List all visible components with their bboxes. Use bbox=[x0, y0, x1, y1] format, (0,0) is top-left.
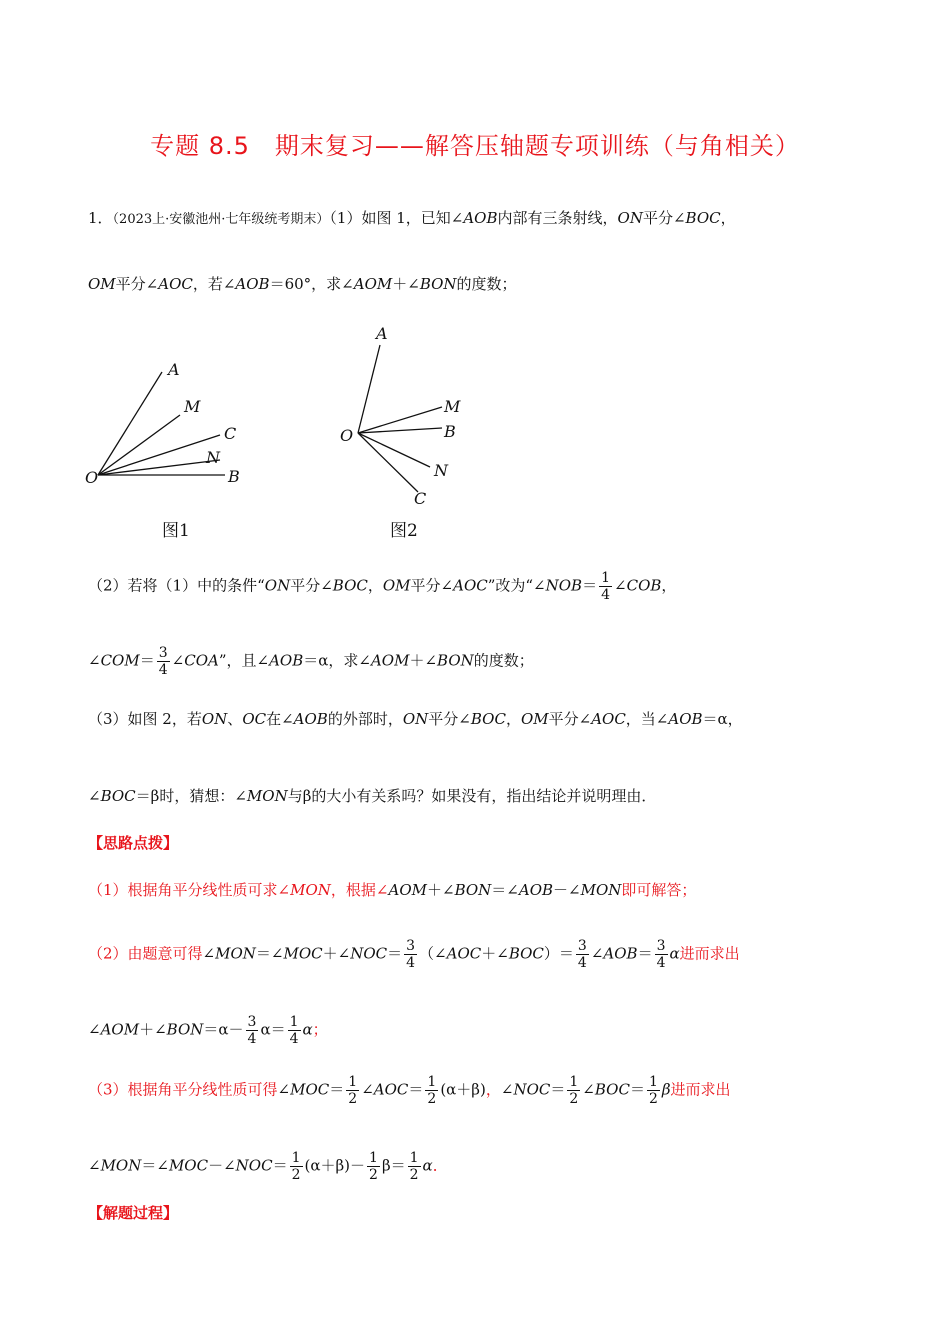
label-c: C bbox=[414, 489, 427, 508]
numerator: 3 bbox=[656, 938, 666, 954]
text: 平分∠ bbox=[428, 710, 471, 728]
numerator: 3 bbox=[158, 645, 168, 661]
ray-oa bbox=[98, 372, 162, 475]
text: ”改为“∠ bbox=[487, 576, 546, 595]
fraction bbox=[567, 1074, 580, 1107]
math: AOB bbox=[518, 881, 554, 899]
text: β＝ bbox=[381, 1156, 406, 1175]
numerator: 3 bbox=[406, 938, 416, 954]
text: ∠ bbox=[171, 651, 185, 670]
label-m: M bbox=[444, 397, 461, 416]
fraction bbox=[647, 1074, 660, 1107]
fraction bbox=[404, 938, 417, 971]
text: ∠ bbox=[590, 944, 604, 963]
math: OM bbox=[382, 576, 411, 595]
text: ＝∠ bbox=[491, 881, 519, 899]
text: ＝ bbox=[637, 944, 653, 963]
math: NOB bbox=[545, 576, 583, 595]
label-n: N bbox=[206, 448, 220, 467]
text: ， bbox=[661, 576, 677, 595]
math: NOC bbox=[513, 1080, 551, 1099]
math: α bbox=[669, 944, 680, 963]
denominator: 2 bbox=[409, 1167, 419, 1183]
math: BON bbox=[454, 881, 492, 899]
numerator: 1 bbox=[289, 1014, 299, 1030]
math: BON bbox=[437, 651, 474, 670]
math: AOB bbox=[293, 710, 328, 728]
math: MON bbox=[215, 944, 256, 963]
math: NOC bbox=[235, 1156, 273, 1175]
text: ＝α， bbox=[702, 710, 743, 728]
text: 即可解答； bbox=[621, 881, 697, 899]
math: AOC bbox=[446, 944, 482, 963]
math: COA bbox=[184, 651, 219, 670]
text: ＋∠ bbox=[481, 944, 509, 963]
text: 进而求出 bbox=[670, 1080, 731, 1099]
text: α＝ bbox=[260, 1020, 286, 1039]
math: α bbox=[302, 1020, 313, 1039]
text: （2）若将（1）中的条件“ bbox=[88, 576, 265, 595]
fraction bbox=[288, 1014, 301, 1047]
fraction bbox=[157, 645, 170, 678]
text: （3）如图 2，若 bbox=[88, 710, 202, 728]
text: 内部有三条射线， bbox=[497, 209, 618, 227]
math: ON bbox=[617, 209, 643, 227]
fraction bbox=[576, 938, 589, 971]
figure-1-caption: 图1 bbox=[162, 521, 190, 541]
math: MON bbox=[246, 787, 288, 805]
text: 在∠ bbox=[266, 710, 294, 728]
text: （1）根据角平分线性质可求∠ bbox=[88, 881, 291, 899]
math: BOC bbox=[470, 710, 506, 728]
math: AOB bbox=[235, 275, 270, 293]
text: ∠ bbox=[582, 1080, 595, 1099]
text: （3）根据角平分线性质可得 bbox=[88, 1080, 278, 1099]
text: ＋∠ bbox=[322, 944, 351, 963]
numerator: 1 bbox=[348, 1074, 358, 1090]
math: OC bbox=[242, 710, 267, 728]
hint-line-2-continued bbox=[88, 1014, 328, 1047]
ray-oc bbox=[358, 433, 418, 492]
label-n: N bbox=[434, 461, 448, 480]
text: ＋∠ bbox=[426, 881, 455, 899]
text: ∠ bbox=[202, 944, 216, 963]
fraction bbox=[246, 1014, 259, 1047]
text: ∠ bbox=[88, 1156, 101, 1175]
numerator: 1 bbox=[601, 570, 611, 586]
text: ∠ bbox=[361, 1080, 374, 1099]
ray-on bbox=[358, 433, 430, 467]
fraction bbox=[425, 1074, 438, 1107]
text: ＝α－ bbox=[203, 1020, 244, 1039]
text: ， bbox=[505, 710, 521, 728]
problem-part-3-line-2 bbox=[88, 785, 656, 807]
math: AOC bbox=[591, 710, 626, 728]
text: ＝ bbox=[582, 576, 598, 595]
math: AOM bbox=[370, 651, 410, 670]
numerator: 1 bbox=[369, 1150, 378, 1166]
math: AOB bbox=[603, 944, 638, 963]
problem-part-3-line-1 bbox=[88, 708, 743, 730]
fraction bbox=[346, 1074, 359, 1107]
text: －∠ bbox=[553, 881, 581, 899]
label-b: B bbox=[228, 467, 240, 486]
math: MOC bbox=[290, 1080, 330, 1099]
text: 平分∠ bbox=[115, 275, 159, 293]
figure-2-caption: 图2 bbox=[390, 521, 418, 541]
text: ＝ bbox=[629, 1080, 645, 1099]
problem-number: 1． bbox=[88, 209, 113, 227]
math: MOC bbox=[283, 944, 323, 963]
text: ＝ bbox=[329, 1080, 345, 1099]
text: ∠ bbox=[88, 1020, 101, 1039]
math: BOC bbox=[100, 787, 136, 805]
text: －∠ bbox=[208, 1156, 236, 1175]
fraction bbox=[655, 938, 668, 971]
math: AOC bbox=[158, 275, 193, 293]
math: AOC bbox=[453, 576, 488, 595]
label-m: M bbox=[184, 397, 201, 416]
math: BOC bbox=[594, 1080, 630, 1099]
math: NOC bbox=[350, 944, 388, 963]
text: 的度数； bbox=[473, 651, 534, 670]
math: BOC bbox=[685, 209, 721, 227]
text: 的度数； bbox=[456, 275, 517, 293]
fraction bbox=[290, 1150, 303, 1183]
denominator: 2 bbox=[569, 1091, 579, 1107]
math: β bbox=[661, 1080, 671, 1099]
text: ＝ bbox=[387, 944, 403, 963]
text: ＝ bbox=[272, 1156, 288, 1175]
text: ）＝ bbox=[543, 944, 574, 963]
solution-heading: 【解题过程】 bbox=[88, 1204, 179, 1222]
text: ＝ bbox=[550, 1080, 566, 1099]
text: ， bbox=[367, 576, 383, 595]
text: （∠ bbox=[419, 944, 447, 963]
label-b: B bbox=[444, 422, 456, 441]
problem-line-1 bbox=[88, 207, 736, 231]
numerator: 1 bbox=[291, 1150, 301, 1166]
text: 进而求出 bbox=[679, 944, 740, 963]
numerator: 1 bbox=[427, 1074, 437, 1090]
math: OM bbox=[88, 275, 116, 293]
math: MOC bbox=[168, 1156, 209, 1175]
math: BOC bbox=[508, 944, 544, 963]
math: AOM bbox=[100, 1020, 140, 1039]
text: ＝β时，猜想：∠ bbox=[135, 787, 247, 805]
text: ， bbox=[485, 1080, 501, 1099]
text: ∠ bbox=[88, 787, 101, 805]
math: OM bbox=[520, 710, 549, 728]
text: ∠ bbox=[500, 1080, 514, 1099]
label-a: A bbox=[168, 360, 180, 379]
hint-heading: 【思路点拨】 bbox=[88, 834, 179, 852]
math: BOC bbox=[332, 576, 368, 595]
text: ＝α，求∠ bbox=[303, 651, 371, 670]
text: （2）由题意可得 bbox=[88, 944, 203, 963]
page-title: 专题 8.5 期末复习——解答压轴题专项训练（与角相关） bbox=[150, 132, 800, 160]
text: ； bbox=[312, 1020, 328, 1039]
math: ON bbox=[201, 710, 228, 728]
text: ∠ bbox=[277, 1080, 291, 1099]
denominator: 2 bbox=[291, 1167, 301, 1183]
fraction bbox=[599, 570, 612, 603]
ray-oa bbox=[358, 345, 380, 433]
text: ， bbox=[720, 209, 736, 227]
text: ＋∠ bbox=[139, 1020, 167, 1039]
math: AOB bbox=[463, 209, 498, 227]
math: AOM bbox=[388, 881, 427, 899]
math: MON bbox=[290, 881, 331, 899]
math: BON bbox=[419, 275, 457, 293]
math: AOC bbox=[373, 1080, 409, 1099]
denominator: 2 bbox=[348, 1091, 358, 1107]
fraction bbox=[408, 1150, 421, 1183]
problem-line-2 bbox=[88, 273, 517, 295]
text: ”，且∠ bbox=[218, 651, 270, 670]
text: ＝ bbox=[408, 1080, 424, 1099]
figure-2-diagram bbox=[330, 320, 480, 510]
label-o: O bbox=[85, 468, 99, 487]
label-o: O bbox=[340, 426, 354, 445]
problem-part-2-line-1 bbox=[88, 570, 676, 603]
denominator: 2 bbox=[369, 1167, 378, 1183]
fraction bbox=[367, 1150, 380, 1183]
denominator: 4 bbox=[247, 1031, 257, 1047]
math: COB bbox=[626, 576, 662, 595]
text: ＝ bbox=[139, 651, 155, 670]
math: COM bbox=[100, 651, 140, 670]
denominator: 4 bbox=[158, 662, 168, 678]
problem-part-2-line-2 bbox=[88, 645, 534, 678]
text: ＝∠ bbox=[141, 1156, 169, 1175]
text: ，根据∠ bbox=[330, 881, 389, 899]
text: ＋∠ bbox=[409, 651, 438, 670]
text: （1）如图 1，已知∠ bbox=[329, 209, 464, 227]
math: AOB bbox=[668, 710, 703, 728]
text: ，若∠ bbox=[192, 275, 236, 293]
label-c: C bbox=[224, 424, 237, 443]
text: ∠ bbox=[614, 576, 627, 595]
math: α bbox=[422, 1156, 433, 1175]
denominator: 2 bbox=[648, 1091, 658, 1107]
math: MON bbox=[100, 1156, 142, 1175]
problem-source: （2023上·安徽池州·七年级统考期末） bbox=[112, 212, 330, 227]
numerator: 1 bbox=[569, 1074, 579, 1090]
text: 平分∠ bbox=[290, 576, 333, 595]
text: 、 bbox=[227, 710, 243, 728]
math: ON bbox=[402, 710, 429, 728]
denominator: 4 bbox=[601, 587, 611, 603]
text: 平分∠ bbox=[548, 710, 592, 728]
label-a: A bbox=[376, 324, 388, 343]
numerator: 1 bbox=[648, 1074, 658, 1090]
hint-line-3-continued bbox=[88, 1150, 448, 1183]
hint-line-2 bbox=[88, 938, 740, 971]
text: ＋∠ bbox=[392, 275, 420, 293]
denominator: 4 bbox=[406, 955, 416, 971]
math: AOM bbox=[353, 275, 393, 293]
math: AOB bbox=[269, 651, 304, 670]
text: 平分∠ bbox=[410, 576, 454, 595]
math: BON bbox=[166, 1020, 204, 1039]
denominator: 4 bbox=[577, 955, 587, 971]
numerator: 1 bbox=[409, 1150, 419, 1166]
math: MON bbox=[580, 881, 622, 899]
ray-oc bbox=[98, 435, 220, 475]
figure-1-diagram bbox=[80, 355, 260, 495]
hint-line-1 bbox=[88, 879, 696, 901]
denominator: 4 bbox=[289, 1031, 299, 1047]
denominator: 4 bbox=[656, 955, 666, 971]
text: 与β的大小有关系吗？如果没有，指出结论并说明理由． bbox=[287, 787, 657, 805]
numerator: 3 bbox=[247, 1014, 257, 1030]
text: 的外部时， bbox=[327, 710, 403, 728]
text: 平分∠ bbox=[642, 209, 686, 227]
text: ＝60°，求∠ bbox=[269, 275, 354, 293]
numerator: 3 bbox=[577, 938, 587, 954]
text: ∠ bbox=[88, 651, 101, 670]
text: ，当∠ bbox=[625, 710, 669, 728]
text: ． bbox=[432, 1156, 448, 1175]
text: (α＋β)－ bbox=[304, 1156, 366, 1175]
denominator: 2 bbox=[427, 1091, 437, 1107]
text: ＝∠ bbox=[255, 944, 284, 963]
math: ON bbox=[264, 576, 291, 595]
hint-line-3 bbox=[88, 1074, 731, 1107]
text: (α＋β) bbox=[440, 1080, 486, 1099]
